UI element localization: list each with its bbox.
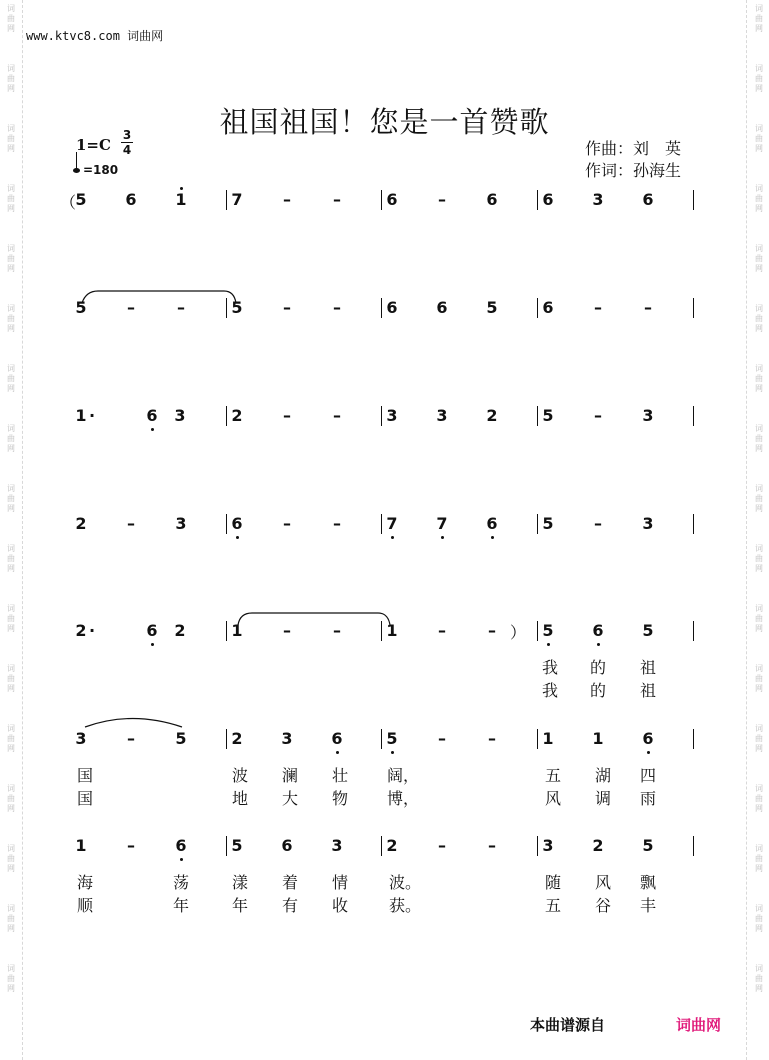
- watermark-right: 词 曲 网: [755, 184, 763, 213]
- lyric-row7_v1: 波。: [389, 873, 422, 892]
- watermark-right: 词 曲 网: [755, 4, 763, 33]
- note-row5: 2: [174, 621, 186, 640]
- lyric-row7_v1: 飘: [639, 873, 656, 892]
- note-row1: 6: [486, 190, 498, 209]
- lyric-row7_v2: 谷: [594, 896, 611, 915]
- lyric-row7_v1: 随: [544, 873, 561, 892]
- lyric-row6_v2: 博，: [387, 789, 420, 808]
- composer-credit: 作曲：刘 英: [585, 139, 682, 158]
- note-row3: ·: [88, 406, 96, 425]
- lyric-row6_v1: 壮: [331, 766, 348, 785]
- note-row6: 2: [231, 729, 243, 748]
- note-row2: 6: [542, 298, 554, 317]
- lyric-row6_v1: 阔，: [387, 766, 420, 785]
- watermark-left: 词 曲 网: [7, 964, 15, 993]
- note-row7: –: [127, 836, 135, 855]
- note-row1: –: [438, 190, 446, 209]
- note-row4: 7: [436, 514, 448, 533]
- intro-open-paren: （: [60, 193, 77, 212]
- note-row3: –: [594, 406, 602, 425]
- note-row2: –: [283, 298, 291, 317]
- watermark-right: 词 曲 网: [755, 784, 763, 813]
- lyric-row6_v1: 国: [76, 766, 93, 785]
- lyric-row7_v2: 年: [172, 896, 189, 915]
- note-row6: 3: [75, 729, 87, 748]
- watermark-left: 词 曲 网: [7, 364, 15, 393]
- note-row2: –: [177, 298, 185, 317]
- note-row5: 1: [386, 621, 398, 640]
- note-row2: 6: [386, 298, 398, 317]
- note-row4: 5: [542, 514, 554, 533]
- note-row7: 1: [75, 836, 87, 855]
- lyric-row6_v2: 风: [544, 789, 561, 808]
- watermark-right: 词 曲 网: [755, 724, 763, 753]
- note-row5: –: [283, 621, 291, 640]
- note-row6: 5: [175, 729, 187, 748]
- note-row5: –: [438, 621, 446, 640]
- note-row1: 3: [592, 190, 604, 209]
- lyric-row6_v2: 地: [231, 789, 248, 808]
- note-row1: 1: [175, 190, 187, 209]
- note-row3: 3: [642, 406, 654, 425]
- watermark-right: 词 曲 网: [755, 604, 763, 633]
- note-row5: ·: [88, 621, 96, 640]
- note-row3: 2: [486, 406, 498, 425]
- lyric-row7_v2: 年: [231, 896, 248, 915]
- note-row4: –: [127, 514, 135, 533]
- watermark-right: 词 曲 网: [755, 484, 763, 513]
- lyric-row7_v2: 顺: [76, 896, 93, 915]
- note-row1: 6: [386, 190, 398, 209]
- watermark-right: 词 曲 网: [755, 244, 763, 273]
- note-row2: 5: [75, 298, 87, 317]
- lyric-row7_v2: 收: [331, 896, 348, 915]
- note-row5: 2: [75, 621, 87, 640]
- note-row3: 5: [542, 406, 554, 425]
- time-signature-bottom: 4: [122, 143, 132, 157]
- lyric-row5_v1: 我: [541, 658, 558, 677]
- slur-row2: [82, 291, 236, 303]
- intro-close-paren: ）: [510, 623, 527, 642]
- lyric-row6_v1: 四: [639, 766, 656, 785]
- note-row2: 5: [486, 298, 498, 317]
- note-row7: 5: [642, 836, 654, 855]
- lyric-row7_v2: 五: [544, 896, 561, 915]
- note-row4: –: [333, 514, 341, 533]
- note-row4: –: [594, 514, 602, 533]
- watermark-left: 词 曲 网: [7, 484, 15, 513]
- lyric-row7_v1: 海: [76, 873, 93, 892]
- note-row5: 1: [231, 621, 243, 640]
- site-url[interactable]: www.ktvc8.com 词曲网: [26, 29, 164, 43]
- note-row1: –: [283, 190, 291, 209]
- watermark-left: 词 曲 网: [7, 184, 15, 213]
- lyric-row6_v2: 物: [331, 789, 348, 808]
- note-row1: 5: [75, 190, 87, 209]
- watermark-left: 词 曲 网: [7, 664, 15, 693]
- lyric-row5_v1: 的: [589, 658, 606, 677]
- note-row6: 1: [542, 729, 554, 748]
- lyric-row6_v1: 五: [544, 766, 561, 785]
- note-row1: 7: [231, 190, 243, 209]
- note-row3: 3: [386, 406, 398, 425]
- lyric-row5_v2: 我: [541, 681, 558, 700]
- note-row6: 6: [642, 729, 654, 748]
- note-row2: –: [644, 298, 652, 317]
- note-row4: 3: [642, 514, 654, 533]
- tempo-marking: =180: [83, 163, 119, 177]
- note-row7: –: [488, 836, 496, 855]
- lyric-row6_v2: 雨: [639, 789, 656, 808]
- note-row5: 5: [642, 621, 654, 640]
- time-signature-top: 3: [122, 128, 132, 142]
- watermark-left: 词 曲 网: [7, 544, 15, 573]
- key-signature: 1=C: [76, 136, 111, 154]
- note-row4: 6: [231, 514, 243, 533]
- note-row4: 6: [486, 514, 498, 533]
- lyric-row7_v2: 有: [281, 896, 298, 915]
- watermark-right: 词 曲 网: [755, 544, 763, 573]
- note-row7: 2: [592, 836, 604, 855]
- lyric-row6_v1: 澜: [281, 766, 298, 785]
- note-row2: –: [594, 298, 602, 317]
- note-row4: –: [283, 514, 291, 533]
- note-row3: 3: [174, 406, 186, 425]
- note-row7: 6: [175, 836, 187, 855]
- song-title: 祖国祖国！您是一首赞歌: [219, 105, 550, 139]
- lyric-row7_v1: 风: [594, 873, 611, 892]
- note-row7: –: [438, 836, 446, 855]
- watermark-right: 词 曲 网: [755, 304, 763, 333]
- watermark-left: 词 曲 网: [7, 244, 15, 273]
- note-row6: 1: [592, 729, 604, 748]
- lyric-row7_v2: 丰: [639, 896, 656, 915]
- watermark-right: 词 曲 网: [755, 124, 763, 153]
- note-row4: 2: [75, 514, 87, 533]
- watermark-right: 词 曲 网: [755, 904, 763, 933]
- watermark-left: 词 曲 网: [7, 784, 15, 813]
- note-row1: 6: [642, 190, 654, 209]
- note-row2: –: [127, 298, 135, 317]
- watermark-right: 词 曲 网: [755, 964, 763, 993]
- note-row3: 6: [146, 406, 158, 425]
- slur-row5: [238, 613, 390, 625]
- note-row6: –: [127, 729, 135, 748]
- lyric-row6_v2: 国: [76, 789, 93, 808]
- note-row2: –: [333, 298, 341, 317]
- watermark-left: 词 曲 网: [7, 604, 15, 633]
- note-row2: 5: [231, 298, 243, 317]
- lyric-row6_v2: 调: [594, 789, 611, 808]
- lyric-row5_v1: 祖: [639, 658, 656, 677]
- note-row6: 5: [386, 729, 398, 748]
- note-row3: 3: [436, 406, 448, 425]
- watermark-right: 词 曲 网: [755, 364, 763, 393]
- note-row7: 6: [281, 836, 293, 855]
- note-row3: 2: [231, 406, 243, 425]
- note-row6: –: [488, 729, 496, 748]
- note-row1: –: [333, 190, 341, 209]
- brand-link[interactable]: 词曲网: [676, 1016, 722, 1034]
- lyricist-credit: 作词：孙海生: [585, 161, 682, 180]
- note-row4: 3: [175, 514, 187, 533]
- lyric-row7_v2: 获。: [389, 896, 422, 915]
- note-row5: 6: [592, 621, 604, 640]
- note-row6: 3: [281, 729, 293, 748]
- watermark-left: 词 曲 网: [7, 304, 15, 333]
- note-row3: –: [333, 406, 341, 425]
- note-row7: 5: [231, 836, 243, 855]
- note-row5: 5: [542, 621, 554, 640]
- watermark-left: 词 曲 网: [7, 4, 15, 33]
- lyric-row6_v1: 波: [231, 766, 248, 785]
- note-row2: 6: [436, 298, 448, 317]
- slur-row6: [85, 719, 182, 728]
- watermark-left: 词 曲 网: [7, 64, 15, 93]
- lyric-row7_v1: 漾: [231, 873, 248, 892]
- lyric-row7_v1: 着: [281, 873, 298, 892]
- note-row4: 7: [386, 514, 398, 533]
- note-row7: 3: [542, 836, 554, 855]
- note-row5: –: [488, 621, 496, 640]
- watermark-right: 词 曲 网: [755, 664, 763, 693]
- note-row5: –: [333, 621, 341, 640]
- lyric-row7_v1: 荡: [172, 873, 189, 892]
- lyric-row7_v1: 情: [331, 873, 348, 892]
- source-label: 本曲谱源自: [530, 1016, 606, 1034]
- watermark-left: 词 曲 网: [7, 904, 15, 933]
- note-row1: 6: [542, 190, 554, 209]
- note-row3: –: [283, 406, 291, 425]
- watermark-right: 词 曲 网: [755, 64, 763, 93]
- lyric-row5_v2: 的: [589, 681, 606, 700]
- lyric-row5_v2: 祖: [639, 681, 656, 700]
- note-row6: –: [438, 729, 446, 748]
- lyric-row6_v2: 大: [281, 789, 298, 808]
- lyric-row6_v1: 湖: [594, 766, 611, 785]
- watermark-left: 词 曲 网: [7, 724, 15, 753]
- note-row7: 3: [331, 836, 343, 855]
- note-row6: 6: [331, 729, 343, 748]
- note-row3: 1: [75, 406, 87, 425]
- watermark-left: 词 曲 网: [7, 424, 15, 453]
- note-row1: 6: [125, 190, 137, 209]
- watermark-right: 词 曲 网: [755, 844, 763, 873]
- note-row7: 2: [386, 836, 398, 855]
- watermark-left: 词 曲 网: [7, 124, 15, 153]
- watermark-left: 词 曲 网: [7, 844, 15, 873]
- note-row5: 6: [146, 621, 158, 640]
- watermark-right: 词 曲 网: [755, 424, 763, 453]
